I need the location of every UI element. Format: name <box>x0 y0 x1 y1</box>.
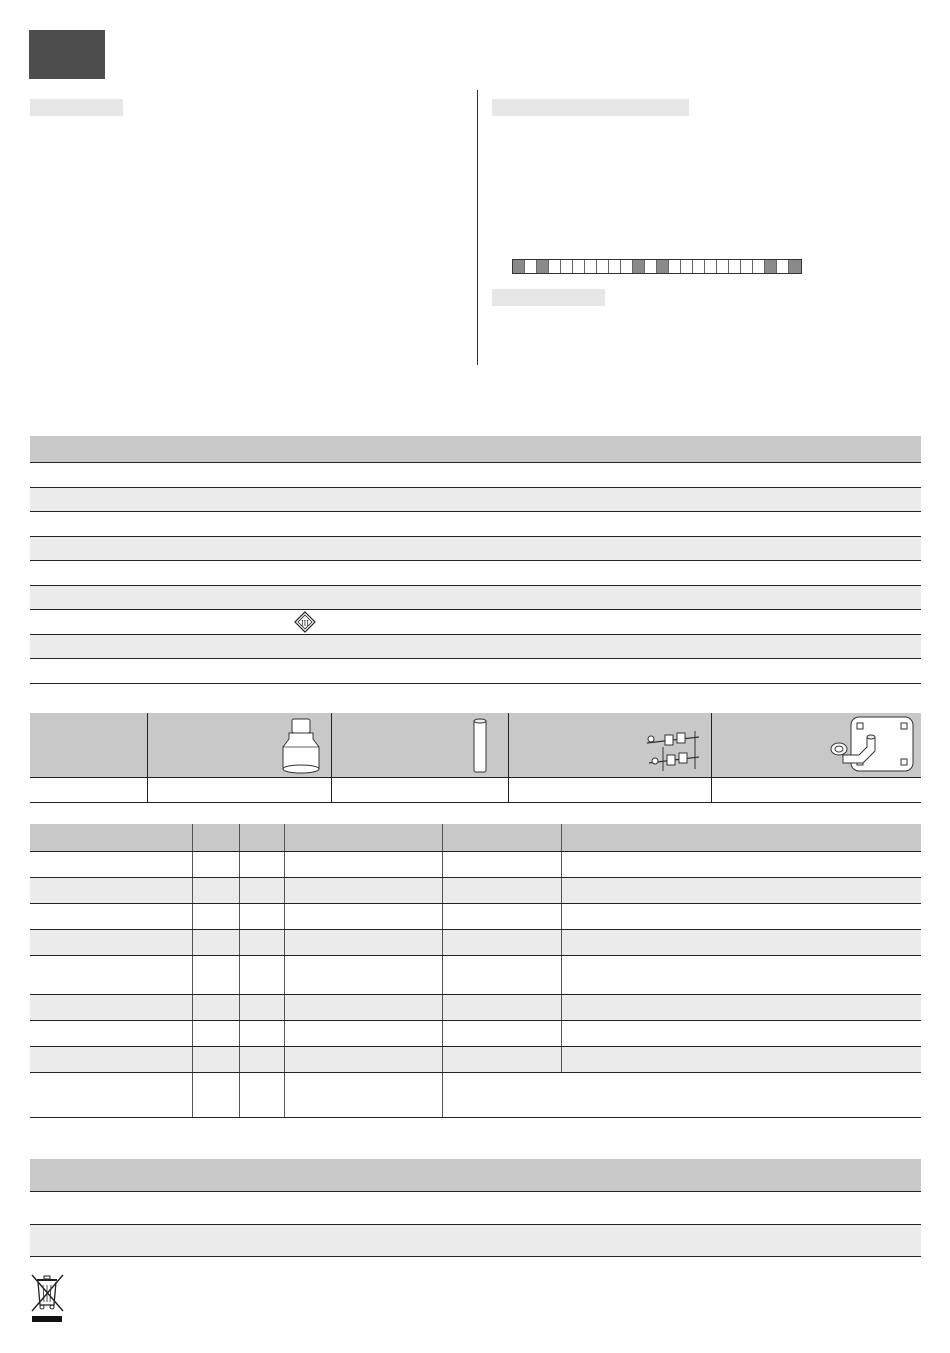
wiring-header <box>193 824 240 851</box>
wiring-cell <box>285 955 443 994</box>
dip-switch-3 <box>537 260 549 273</box>
wiring-cell <box>193 1072 240 1117</box>
wiring-cell <box>562 877 922 903</box>
dip-switch-15 <box>681 260 693 273</box>
dip-switch-8 <box>597 260 609 273</box>
dip-switch-7 <box>585 260 597 273</box>
wiring-cell <box>562 1020 922 1046</box>
spec-label <box>30 536 286 560</box>
bottom-header <box>578 1159 921 1191</box>
dip-switch-13 <box>657 260 669 273</box>
specifications-table <box>30 436 921 684</box>
spec-value <box>286 634 921 658</box>
accessory-tube-cell <box>332 713 509 777</box>
bottom-cell <box>30 1191 578 1224</box>
wiring-cell <box>562 851 922 877</box>
wiring-cell <box>193 929 240 955</box>
wiring-cell <box>562 929 922 955</box>
dip-switch-17 <box>705 260 717 273</box>
dip-switch-24 <box>789 260 801 273</box>
dip-switch-14 <box>669 260 681 273</box>
dip-switch-18 <box>717 260 729 273</box>
bottom-cell <box>578 1191 921 1224</box>
wiring-cell <box>285 1046 443 1072</box>
wiring-header <box>30 824 193 851</box>
dip-switch-19 <box>729 260 741 273</box>
dip-switch-22 <box>765 260 777 273</box>
accessory-adapter-cell <box>148 713 332 777</box>
wiring-cell <box>285 1072 443 1117</box>
wiring-cell <box>240 1046 285 1072</box>
spec-value <box>286 511 921 536</box>
wiring-cell <box>443 994 562 1020</box>
wiring-cell <box>193 877 240 903</box>
wiring-header <box>562 824 922 851</box>
bracket-set-icon <box>641 729 705 773</box>
dip-switch-16 <box>693 260 705 273</box>
spec-label <box>30 658 286 683</box>
wiring-cell <box>193 994 240 1020</box>
wiring-cell <box>443 1020 562 1046</box>
dip-switch-20 <box>741 260 753 273</box>
dip-switch-5 <box>561 260 573 273</box>
spec-label <box>30 609 286 634</box>
wiring-cell <box>285 1020 443 1046</box>
right-section-heading <box>492 99 689 116</box>
wiring-cell <box>240 994 285 1020</box>
wiring-cell <box>240 929 285 955</box>
wiring-cell <box>30 994 193 1020</box>
dip-switch-23 <box>777 260 789 273</box>
wiring-cell <box>443 851 562 877</box>
accessory-wallmount-cell <box>712 713 922 777</box>
wiring-cell <box>240 851 285 877</box>
wiring-cell <box>240 1020 285 1046</box>
tube-icon <box>470 717 490 775</box>
wiring-cell <box>285 994 443 1020</box>
accessory-value <box>332 777 509 802</box>
wiring-cell <box>443 903 562 929</box>
spec-value <box>286 536 921 560</box>
spec-label <box>30 487 286 511</box>
spec-value <box>286 560 921 585</box>
wiring-cell <box>193 1020 240 1046</box>
dip-switch-21 <box>753 260 765 273</box>
wiring-cell <box>443 929 562 955</box>
spec-value <box>286 487 921 511</box>
spec-label <box>30 511 286 536</box>
wiring-cell <box>562 955 922 994</box>
dip-switch-6 <box>573 260 585 273</box>
wiring-cell <box>285 903 443 929</box>
dip-switch-1 <box>513 260 525 273</box>
dip-switch-9 <box>609 260 621 273</box>
wiring-table <box>30 824 921 1118</box>
dip-switch-10 <box>621 260 633 273</box>
wiring-cell <box>562 1046 922 1072</box>
wiring-cell <box>193 903 240 929</box>
wiring-cell <box>30 929 193 955</box>
wiring-cell <box>285 877 443 903</box>
svg-text:III: III <box>301 618 309 627</box>
accessory-value <box>712 777 922 802</box>
wiring-cell <box>30 955 193 994</box>
wiring-header <box>240 824 285 851</box>
wall-mount-icon <box>829 713 919 777</box>
left-section-heading <box>30 99 123 116</box>
spec-label <box>30 560 286 585</box>
wiring-cell <box>240 903 285 929</box>
column-divider <box>477 90 478 365</box>
spec-value <box>286 658 921 683</box>
accessory-value <box>148 777 332 802</box>
wiring-header <box>285 824 443 851</box>
weee-bin-icon <box>28 1271 68 1323</box>
wiring-cell <box>30 1020 193 1046</box>
accessory-brackets-cell <box>509 713 712 777</box>
class-iii-icon <box>294 611 316 633</box>
wiring-cell <box>443 955 562 994</box>
adapter-icon <box>277 715 327 777</box>
bottom-table <box>30 1159 921 1257</box>
dip-switch-12 <box>645 260 657 273</box>
wiring-cell <box>30 1072 193 1117</box>
spec-value <box>286 462 921 487</box>
wiring-cell <box>193 1046 240 1072</box>
wiring-cell <box>285 851 443 877</box>
bottom-cell <box>30 1224 578 1256</box>
wiring-cell <box>240 1072 285 1117</box>
bottom-cell <box>578 1224 921 1256</box>
dip-switch-4 <box>549 260 561 273</box>
wiring-cell <box>193 851 240 877</box>
wiring-cell <box>30 1046 193 1072</box>
wiring-cell <box>562 903 922 929</box>
wiring-cell <box>30 903 193 929</box>
accessory-header-label <box>30 713 148 777</box>
accessory-label <box>30 777 148 802</box>
wiring-cell-wide <box>443 1072 922 1117</box>
dip-switch-2 <box>525 260 537 273</box>
dip-switch-diagram <box>512 259 802 274</box>
bottom-header <box>30 1159 578 1191</box>
accessories-table <box>30 713 921 803</box>
spec-value <box>286 585 921 609</box>
wiring-cell <box>30 851 193 877</box>
language-tab <box>29 30 105 79</box>
right-subsection-heading <box>492 289 605 306</box>
spec-header-right <box>286 436 921 462</box>
spec-label <box>30 634 286 658</box>
spec-label <box>30 585 286 609</box>
spec-label <box>30 462 286 487</box>
wiring-cell <box>240 955 285 994</box>
wiring-header <box>443 824 562 851</box>
spec-value <box>286 609 921 634</box>
wiring-cell <box>193 955 240 994</box>
spec-header-left <box>30 436 286 462</box>
wiring-cell <box>30 877 193 903</box>
wiring-cell <box>285 929 443 955</box>
dip-switch-11 <box>633 260 645 273</box>
wiring-cell <box>562 994 922 1020</box>
wiring-cell <box>443 877 562 903</box>
accessory-value <box>509 777 712 802</box>
wiring-cell <box>443 1046 562 1072</box>
wiring-cell <box>240 877 285 903</box>
